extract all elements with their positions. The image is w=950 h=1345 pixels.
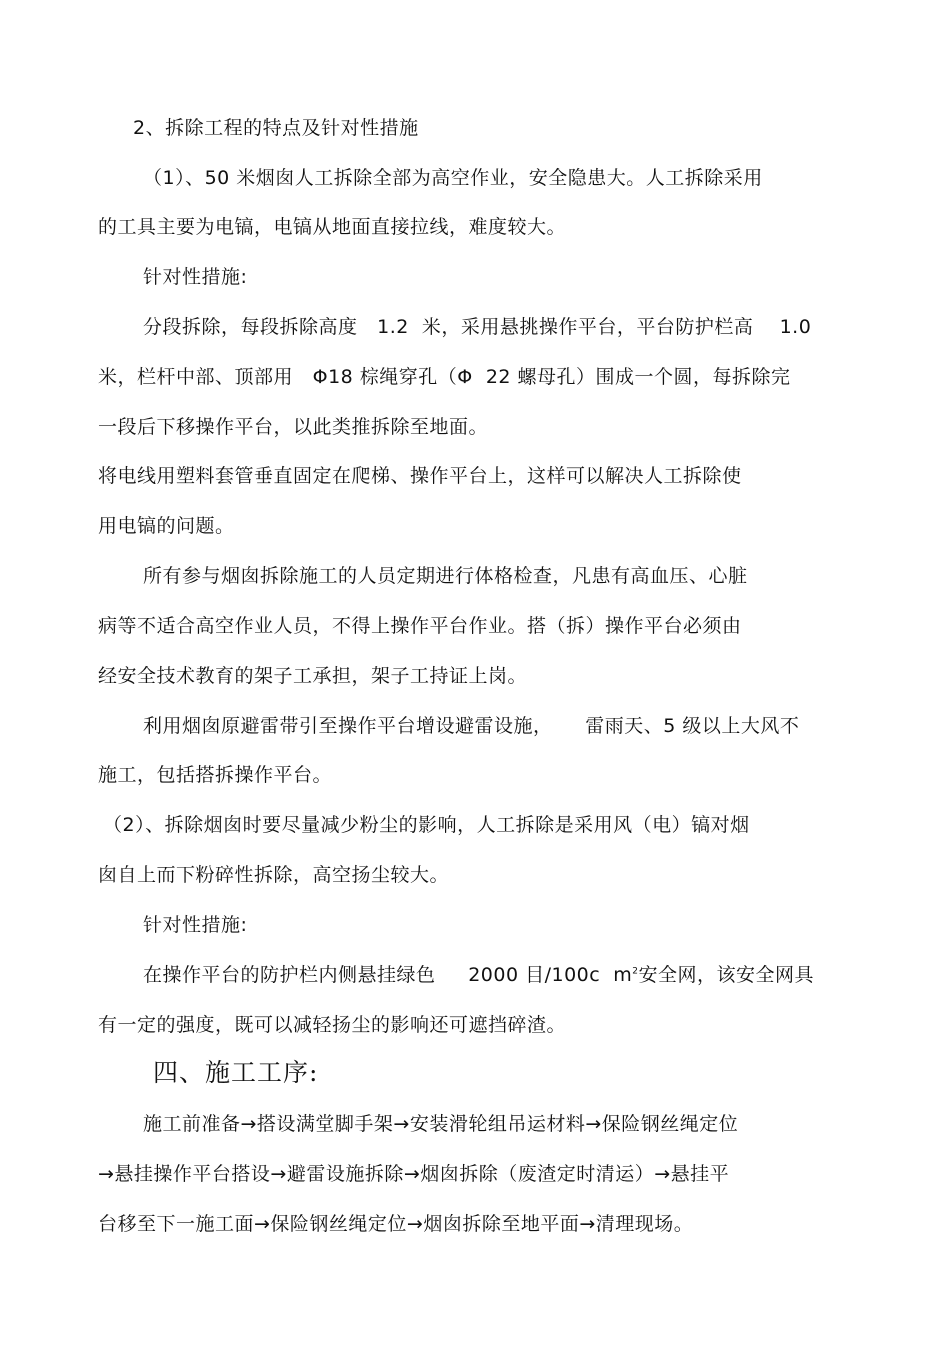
- measure3-line2: 病等不适合高空作业人员，不得上操作平台作业。搭（拆）操作平台必须由: [98, 615, 742, 637]
- superscript-two: 2: [632, 966, 639, 977]
- procedure-line3: 台移至下一施工面→保险钢丝绳定位→烟囱拆除至地平面→清理现场。: [98, 1213, 694, 1235]
- procedure-line2: →悬挂操作平台搭设→避雷设施拆除→烟囱拆除（废渣定时清运）→悬挂平: [98, 1163, 730, 1185]
- item2-line1: （2）、拆除烟囱时要尽量减少粉尘的影响，人工拆除是采用风（电）镐对烟: [103, 814, 750, 836]
- measure1-line3: 一段后下移操作平台，以此类推拆除至地面。: [98, 416, 489, 438]
- measure2-line2: 用电镐的问题。: [98, 515, 235, 537]
- measures-label-2: 针对性措施:: [143, 914, 248, 936]
- section-title: 2、拆除工程的特点及针对性措施: [133, 117, 419, 139]
- measure3-line3: 经安全技术教育的架子工承担，架子工持证上岗。: [98, 665, 528, 687]
- measures-label-1: 针对性措施:: [143, 266, 248, 288]
- measure3-line1: 所有参与烟囱拆除施工的人员定期进行体格检查，凡患有高血压、心脏: [143, 565, 748, 587]
- measure1-line1: 分段拆除，每段拆除高度 1.2 米，采用悬挑操作平台，平台防护栏高 1.0: [143, 316, 812, 338]
- item2-line2: 囱自上而下粉碎性拆除，高空扬尘较大。: [98, 864, 450, 886]
- measure4-line2: 施工，包括搭拆操作平台。: [98, 764, 333, 786]
- measure1-line2: 米，栏杆中部、顶部用 Φ18 棕绳穿孔（Φ 22 螺母孔）围成一个圆，每拆除完: [98, 366, 791, 388]
- item1-line2: 的工具主要为电镐，电镐从地面直接拉线，难度较大。: [98, 216, 567, 238]
- measure5-line1: [143, 963, 814, 987]
- measure5-line2: 有一定的强度，既可以减轻扬尘的影响还可遮挡碎渣。: [98, 1014, 567, 1036]
- measure5-text-before: 在操作平台的防护栏内侧悬挂绿色 2000 目/100c m: [143, 964, 633, 986]
- measure4-line1: 利用烟囱原避雷带引至操作平台增设避雷设施， 雷雨天、5 级以上大风不: [143, 715, 800, 737]
- procedure-line1: 施工前准备→搭设满堂脚手架→安装滑轮组吊运材料→保险钢丝绳定位: [143, 1113, 739, 1135]
- measure2-line1: 将电线用塑料套管垂直固定在爬梯、操作平台上，这样可以解决人工拆除使: [98, 465, 742, 487]
- item1-line1: （1）、50 米烟囱人工拆除全部为高空作业，安全隐患大。人工拆除采用: [143, 167, 763, 189]
- chapter-heading: 四、施工工序:: [153, 1058, 319, 1087]
- measure5-text-after: 安全网，该安全网具: [638, 964, 815, 986]
